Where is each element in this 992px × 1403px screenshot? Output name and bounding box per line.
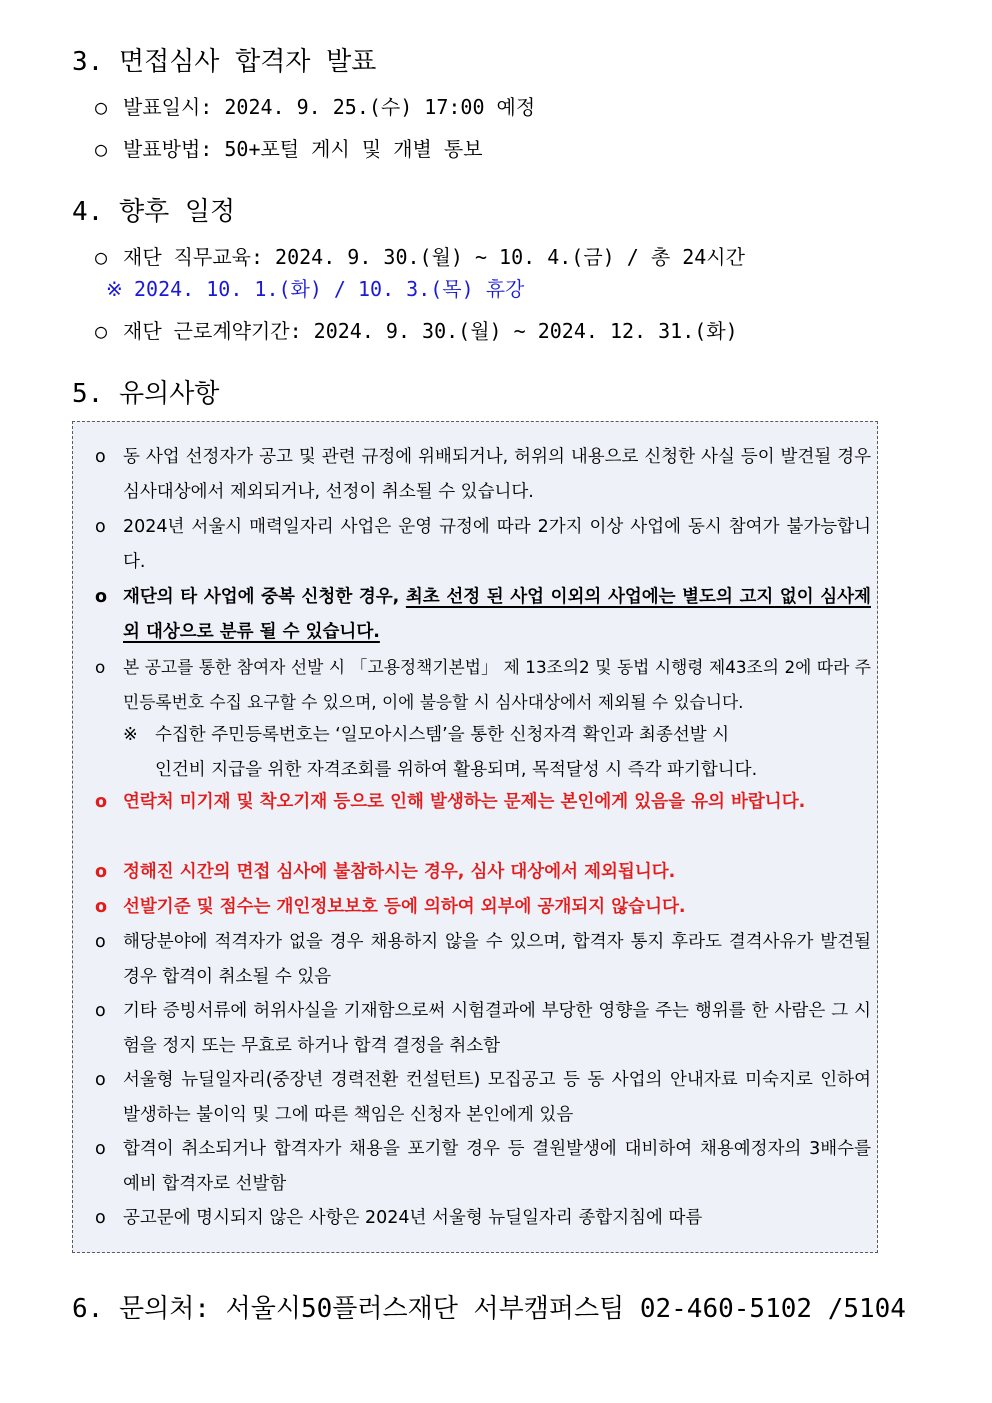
notice-box [72,421,878,1253]
circle-bullet-icon: ○ [95,95,108,119]
notice-item-duplicate-application: o 재단의 타 사업에 중복 신청한 경우, 최초 선정 된 사업 이외의 사업에는 별도의 고지 없이 심사제외 대상으로 분류 될 수 있습니다. [95,580,871,650]
circle-bullet-icon: ○ [95,245,108,269]
notice-item-absence: o 정해진 시간의 면접 심사에 불참하시는 경우, 심사 대상에서 제외됩니다. [95,855,871,890]
announcement-date-text: 발표일시: 2024. 9. 25.(수) 17:00 예정 [123,95,536,119]
notice-item: o 서울형 뉴딜일자리(중장년 경력전환 컨설턴트) 모집공고 등 동 사업의 안내자료 미숙지로 인하여 발생하는 불이익 및 그에 따른 책임은 신청자 본인에게 있음 [95,1063,871,1133]
notice-item-contact-error: o 연락처 미기재 및 착오기재 등으로 인해 발생하는 문제는 본인에게 있음을 유의 바랍니다. [95,785,871,820]
bullet-icon: o [95,1070,106,1090]
reference-mark-icon: ※ [123,725,138,745]
reference-mark-icon: ※ [106,277,123,301]
circle-bullet-icon: ○ [95,137,108,161]
notice-item: o 공고문에 명시되지 않은 사항은 2024년 서울형 뉴딜일자리 종합지침에 따름 [95,1201,871,1236]
bullet-icon: o [95,792,108,812]
section-4-title: 4. 향후 일정 [72,197,236,227]
bullet-icon: o [95,517,106,537]
announcement-method-text: 발표방법: 50+포털 게시 및 개별 통보 [123,137,483,161]
contract-period-text: 재단 근로계약기간: 2024. 9. 30.(월) ~ 2024. 12. 31.(화) [123,319,738,343]
bullet-icon: o [95,1208,106,1228]
notice-item: o 2024년 서울시 매력일자리 사업은 운영 규정에 따라 2가지 이상 사업에 동시 참여가 불가능합니다. [95,510,871,580]
bullet-icon: o [95,1139,106,1159]
bullet-icon: o [95,897,108,917]
holiday-note-text: 2024. 10. 1.(화) / 10. 3.(목) 휴강 [134,277,525,301]
announcement-method-item [95,135,483,163]
section-3-title: 3. 면접심사 합격자 발표 [72,47,377,77]
bullet-icon: o [95,447,106,467]
contact-info: 6. 문의처: 서울시50플러스재단 서부캠퍼스팀 02-460-5102 /5104 [72,1294,906,1324]
bullet-icon: o [95,587,108,607]
notice-item: o 합격이 취소되거나 합격자가 채용을 포기할 경우 등 결원발생에 대비하여 채용예정자의 3배수를 예비 합격자로 선발함 [95,1132,871,1202]
announcement-date-item [95,93,535,121]
training-schedule-text: 재단 직무교육: 2024. 9. 30.(월) ~ 10. 4.(금) / 총 24시간 [123,245,745,269]
circle-bullet-icon: ○ [95,319,108,343]
underlined-warning: 최초 선정 된 사업 이외의 사업에는 별도의 고지 없이 심사제외 대상으로 분류 될 수 있습니다. [123,587,871,642]
training-schedule-item [95,243,745,271]
bullet-icon: o [95,1001,106,1021]
notice-item: o 기타 증빙서류에 허위사실을 기재함으로써 시험결과에 부당한 영향을 주는 행위를 한 사람은 그 시험을 정지 또는 무효로 하거나 합격 결정을 취소함 [95,994,871,1064]
bullet-icon: o [95,932,106,952]
contract-period-item [95,317,738,345]
bullet-icon: o [95,862,108,882]
notice-item: o 해당분야에 적격자가 없을 경우 채용하지 않을 수 있으며, 합격자 통지 후라도 결격사유가 발견될 경우 합격이 취소될 수 있음 [95,925,871,995]
holiday-note [106,275,524,303]
notice-item-criteria: o 선발기준 및 점수는 개인정보보호 등에 의하여 외부에 공개되지 않습니다. [95,890,871,925]
section-5-title: 5. 유의사항 [72,379,220,409]
notice-subnote: ※ 수집한 주민등록번호는 ‘일모아시스템’을 통한 신청자격 확인과 최종선발 시 인건비 지급을 위한 자격조회를 위하여 활용되며, 목적달성 시 즉각 파기합니다. [123,718,871,788]
notice-item-resident-number: o 본 공고를 통한 참여자 선발 시 「고용정책기본법」 제 13조의2 및 동법 시행령 제43조의 2에 따라 주민등록번호 수집 요구할 수 있으며, 이에 불응할 시 심사대상에서 제외될 수 있습니다. [95,650,871,720]
notice-item: o 동 사업 선정자가 공고 및 관련 규정에 위배되거나, 허위의 내용으로 신청한 사실 등이 발견될 경우 심사대상에서 제외되거나, 선정이 취소될 수 있습니다. [95,440,871,510]
bullet-icon: o [95,657,106,677]
